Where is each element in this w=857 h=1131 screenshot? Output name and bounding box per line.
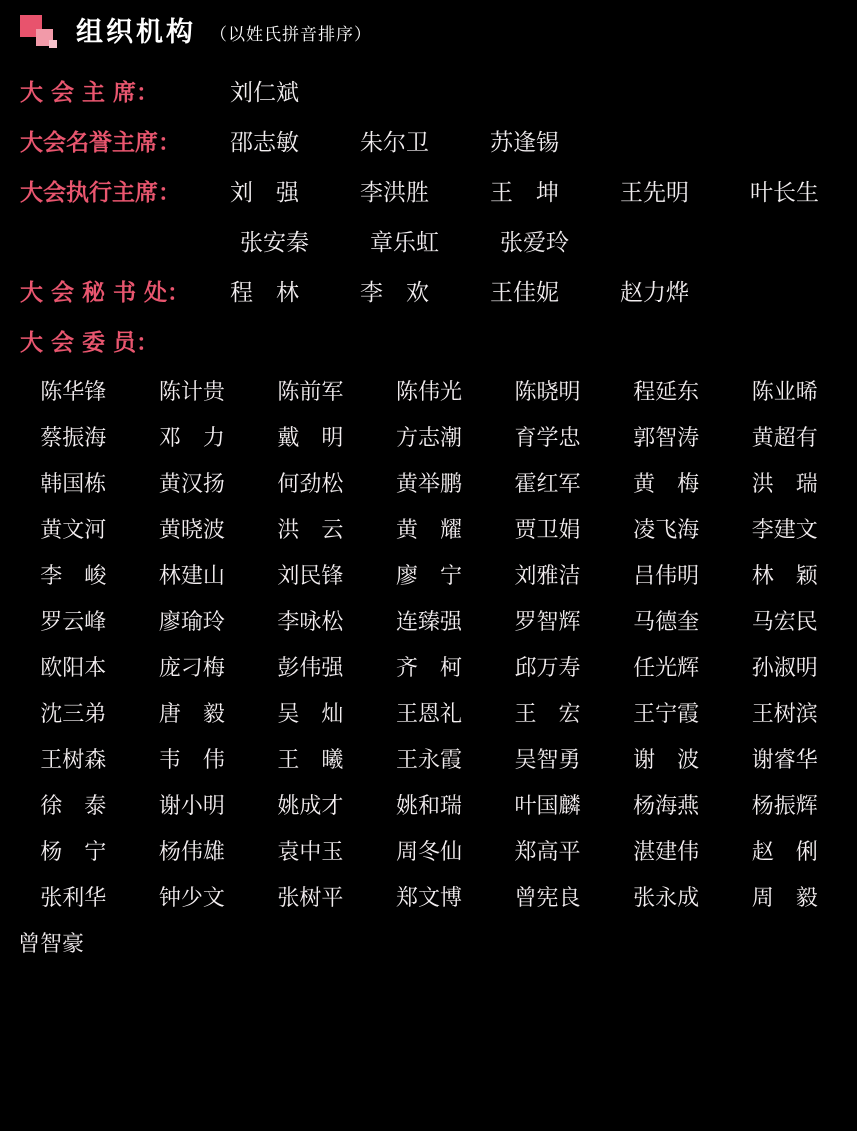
member-name: 杨伟雄 [158,840,225,865]
role-row [20,274,857,307]
member-name: 郭智涛 [633,426,700,451]
member-name: 黄超有 [751,426,818,451]
member-name: 齐 柯 [395,656,462,681]
role-colon: ： [158,180,181,206]
role-name: 王佳妮 [490,280,559,306]
member-name: 吴智勇 [514,748,581,773]
member-name: 徐 泰 [40,794,107,819]
members-grid [14,375,844,958]
member-name: 李建文 [751,518,818,543]
member-name: 王永霞 [395,748,462,773]
member-name: 方志潮 [395,426,462,451]
member-name: 黄汉扬 [158,472,225,497]
roles-section [0,54,857,357]
role-label [20,174,230,207]
member-name: 钟少文 [158,886,225,911]
member-name: 马宏民 [751,610,818,635]
member-name: 韦 伟 [158,748,225,773]
member-name: 沈三弟 [40,702,107,727]
member-name: 罗智辉 [514,610,581,635]
member-name: 赵 俐 [751,840,818,865]
member-name: 陈前军 [277,380,344,405]
role-name: 程 林 [230,280,299,306]
member-name: 李咏松 [277,610,344,635]
role-colon: ： [167,280,191,306]
member-name: 王树滨 [751,702,818,727]
member-name: 王宁霞 [633,702,700,727]
role-label-text: 大 会 秘 书 处 [20,280,168,306]
member-name: 陈伟光 [395,380,462,405]
member-name: 刘雅洁 [514,564,581,589]
role-name: 邵志敏 [230,130,299,156]
role-label [20,74,230,107]
member-name: 廖 宁 [395,564,462,589]
role-name: 王 坤 [490,180,559,206]
member-name: 刘民锋 [277,564,344,589]
member-name: 曾智豪 [18,932,85,957]
member-name: 任光辉 [633,656,700,681]
member-name: 邱万寿 [514,656,581,681]
member-name: 韩国栋 [40,472,107,497]
member-name: 杨 宁 [40,840,107,865]
member-name: 袁中玉 [277,840,344,865]
member-name: 杨海燕 [633,794,700,819]
member-name: 王 宏 [514,702,581,727]
member-name: 彭伟强 [277,656,344,681]
role-name: 刘 强 [230,180,299,206]
member-name: 黄文河 [40,518,107,543]
role-colon: ： [136,80,160,106]
member-name: 唐 毅 [158,702,225,727]
role-row [20,324,857,357]
role-name: 章乐虹 [370,230,439,256]
role-values [230,74,299,107]
member-name: 谢小明 [158,794,225,819]
member-name: 何劲松 [277,472,344,497]
member-name: 庞刁梅 [158,656,225,681]
role-colon: ： [158,130,181,156]
role-label-text: 大 会 委 员 [20,330,137,356]
member-name: 王 曦 [277,748,344,773]
role-name: 张安秦 [240,230,309,256]
role-name: 叶长生 [750,180,819,206]
member-name: 廖瑜玲 [158,610,225,635]
member-name: 吴 灿 [277,702,344,727]
member-name: 林 颖 [751,564,818,589]
member-name: 贾卫娟 [514,518,581,543]
member-name: 戴 明 [277,426,344,451]
page-subtitle: （以姓氏拼音排序） [210,24,372,45]
member-name: 张利华 [40,886,107,911]
role-row-continuation [20,224,857,257]
role-name: 赵力烨 [620,280,689,306]
member-name: 周冬仙 [395,840,462,865]
member-name: 谢睿华 [751,748,818,773]
member-name: 陈业晞 [751,380,818,405]
member-name: 林建山 [158,564,225,589]
member-name: 陈晓明 [514,380,581,405]
role-name: 李洪胜 [360,180,429,206]
member-name: 蔡振海 [40,426,107,451]
role-values [230,174,857,207]
member-name: 李 峻 [40,564,107,589]
member-name: 洪 云 [277,518,344,543]
member-name: 叶国麟 [514,794,581,819]
member-name: 马德奎 [633,610,700,635]
role-name: 张爱玲 [500,230,569,256]
role-values [230,274,750,307]
member-name: 黄举鹏 [395,472,462,497]
role-row [20,174,857,207]
role-label [20,324,230,357]
role-name: 朱尔卫 [360,130,429,156]
role-values [230,124,620,157]
role-label [20,274,230,307]
role-row [20,74,857,107]
member-name: 罗云峰 [40,610,107,635]
member-name: 程延东 [633,380,700,405]
member-name: 王树森 [40,748,107,773]
member-name: 张树平 [277,886,344,911]
member-name: 欧阳本 [40,656,107,681]
role-row [20,124,857,157]
role-name: 刘仁斌 [230,80,299,106]
role-label-text: 大 会 主 席 [20,80,137,106]
member-name: 黄 梅 [633,472,700,497]
member-name: 曾宪良 [514,886,581,911]
member-name: 周 毅 [751,886,818,911]
role-label-text: 大会名誉主席 [20,130,158,156]
role-label [20,124,230,157]
member-name: 孙淑明 [751,656,818,681]
role-label-text: 大会执行主席 [20,180,158,206]
member-name: 陈计贵 [158,380,225,405]
role-colon: ： [136,330,160,356]
member-name: 黄 耀 [395,518,462,543]
role-name: 李 欢 [360,280,429,306]
squares-logo-icon [18,13,64,51]
members-section [0,369,857,958]
member-name: 郑高平 [514,840,581,865]
role-values [240,224,630,257]
member-name: 姚和瑞 [395,794,462,819]
member-name: 陈华锋 [40,380,107,405]
member-name: 黄晓波 [158,518,225,543]
member-name: 邓 力 [158,426,225,451]
member-name: 霍红军 [514,472,581,497]
member-name: 洪 瑞 [751,472,818,497]
member-name: 张永成 [633,886,700,911]
member-name: 凌飞海 [633,518,700,543]
page-title: 组织机构 [76,16,196,48]
member-name: 杨振辉 [751,794,818,819]
member-name: 育学忠 [514,426,581,451]
role-name: 王先明 [620,180,689,206]
member-name: 王恩礼 [395,702,462,727]
member-name: 吕伟明 [633,564,700,589]
member-name: 谢 波 [633,748,700,773]
member-name: 姚成才 [277,794,344,819]
page-header [0,0,857,54]
role-name: 苏逢锡 [490,130,559,156]
member-name: 湛建伟 [633,840,700,865]
member-name: 连臻强 [395,610,462,635]
member-name: 郑文博 [395,886,462,911]
